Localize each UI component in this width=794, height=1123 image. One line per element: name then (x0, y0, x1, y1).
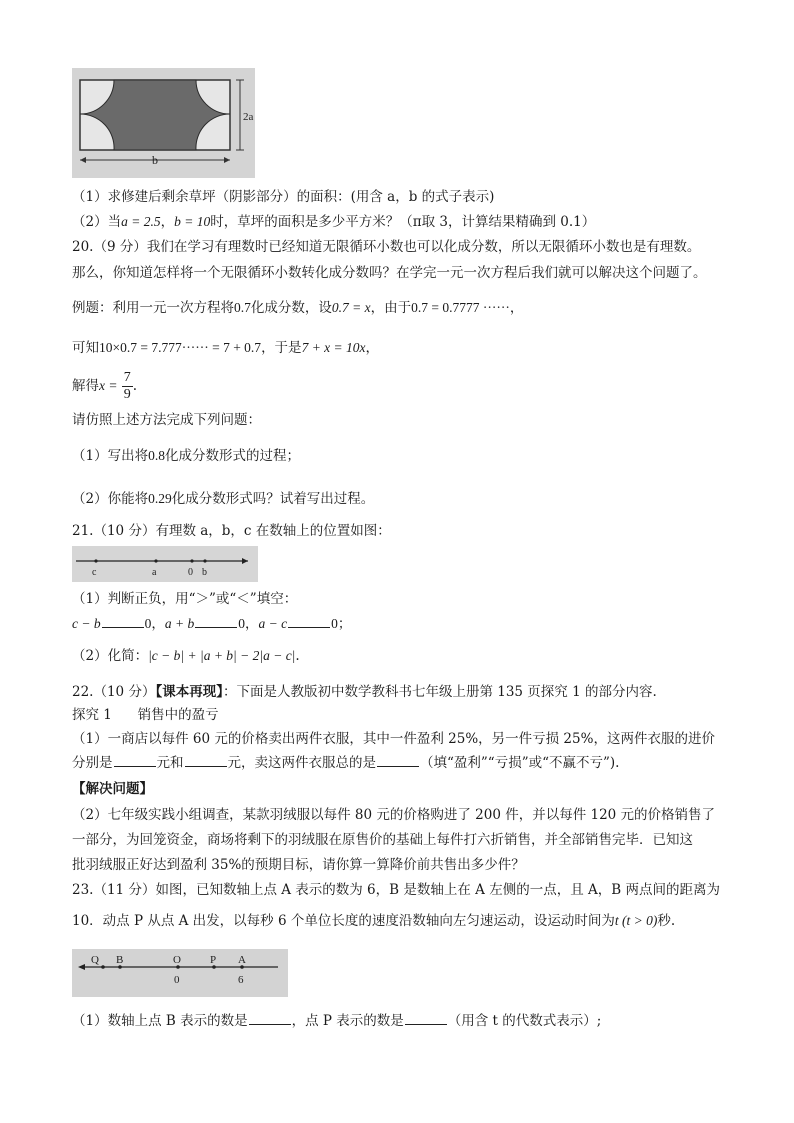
know-eq2: 7 + x = 10x (301, 340, 366, 355)
q23-sub1 (72, 1012, 601, 1030)
q22-tag: 【课本再现】 (155, 684, 223, 700)
zero-1: 0 (144, 616, 152, 631)
q22-title (72, 683, 657, 701)
expr-a-plus-b: a + b (164, 616, 195, 631)
ex-mid2: ，由于 (370, 300, 412, 316)
q23-line2 (72, 912, 675, 930)
q22-p1-d: （填“盈利”“亏损”或“不赢不亏”). (420, 755, 620, 771)
solve-x: x = (99, 378, 118, 393)
q21-title: 21.（10 分）有理数 a，b，c 在数轴上的位置如图： (72, 523, 391, 539)
q22-p1-c: 元，卖这两件衣服总的是 (227, 755, 376, 771)
know-eq: 10×0.7 = 7.777······ = 7 + 0.7 (99, 340, 262, 355)
ex-decimal: 0.7 (234, 300, 251, 315)
label-p: P (210, 954, 217, 966)
q22-explore: 探究 1 销售中的盈亏 (72, 707, 219, 723)
q19-sub2-suffix: 时，草坪的面积是多少平方米？（π取 3，计算结果精确到 0.1） (210, 214, 596, 230)
label-q: Q (91, 954, 99, 966)
label-2a: 2a (243, 111, 254, 123)
q21-sub2-end: . (295, 648, 300, 664)
sep-1: ， (151, 616, 165, 632)
q21-sub2-prefix: （2）化简： (72, 648, 149, 664)
q23-time: t (t > 0) (614, 913, 658, 928)
solve-end: . (132, 378, 138, 394)
q20-line2: 那么，你知道怎样将一个无限循环小数转化成分数吗？在学完一元一次方程后我们就可以解决这个问题了。 (72, 265, 707, 281)
know-mid: ，于是 (261, 340, 302, 356)
q22-p1-line2 (72, 754, 619, 772)
q20-sub1-suffix: 化成分数形式的过程； (164, 448, 300, 464)
q20-solve (72, 368, 137, 404)
q23-number-line (72, 949, 288, 997)
blank-result[interactable] (377, 754, 419, 767)
fraction-numerator: 7 (123, 370, 131, 385)
zero-3: 0 (331, 616, 338, 631)
axis-label-c: c (92, 567, 97, 578)
q19-sub2-prefix: （2）当 (72, 214, 122, 230)
blank-2[interactable] (195, 615, 237, 628)
sep-2: ， (244, 616, 259, 632)
ex-end: ， (509, 300, 524, 316)
q22-number: 22.（10 分） (72, 684, 156, 700)
q20-example (72, 299, 523, 317)
ex-eq1: 0.7 = x (331, 300, 371, 315)
label-b: B (116, 954, 124, 966)
fraction-denominator: 9 (123, 387, 131, 402)
know-prefix: 可知 (72, 340, 99, 356)
q22-p2-line3: 批羽绒服正好达到盈利 35%的预期目标，请你算一算降价前共售出多少件？ (72, 857, 525, 873)
axis-label-0: 0 (188, 567, 193, 578)
label-b: b (152, 153, 158, 167)
blank-3[interactable] (288, 615, 330, 628)
q22-p1-a: 分别是 (72, 755, 113, 771)
lawn-diagram (72, 68, 255, 178)
q19-sep: ， (160, 214, 175, 230)
zero-2: 0 (238, 616, 245, 631)
label-o: O (173, 954, 181, 966)
q21-sub1: （1）判断正负，用“＞”或“＜”填空： (72, 591, 298, 607)
q23-line1: 23.（11 分）如图，已知数轴上点 A 表示的数为 6，B 是数轴上在 A 左侧的一点，且 A，B 两点间的距离为 (72, 882, 720, 898)
q21-blanks (72, 615, 351, 633)
q22-title-rest: ：下面是人教版初中数学教科书七年级上册第 135 页探究 1 的部分内容. (222, 684, 657, 700)
solve-fraction (122, 370, 133, 403)
q22-p2-line1: （2）七年级实践小组调查，某款羽绒服以每件 80 元的价格购进了 200 件，并以每件 120 元的价格销售了 (72, 807, 716, 823)
solve-prefix: 解得 (72, 378, 99, 394)
q20-sub2-val: 0.29 (148, 491, 172, 506)
q23-sub1-a: （1）数轴上点 B 表示的数是 (72, 1013, 248, 1029)
q20-know (72, 339, 379, 357)
q20-instr: 请仿照上述方法完成下列问题： (72, 412, 261, 428)
ex-mid1: 化成分数，设 (250, 300, 332, 316)
q20-sub1 (72, 447, 300, 465)
q23-line2-suffix: 秒. (657, 913, 676, 929)
q19-cond-b: b = 10 (174, 214, 211, 229)
q22-solve-tag: 【解决问题】 (72, 781, 153, 797)
q23-line2-prefix: 10．动点 P 从点 A 出发，以每秒 6 个单位长度的速度沿数轴向左匀速运动，设运动时间为 (72, 913, 615, 929)
q22-p1-b: 元和 (156, 755, 184, 771)
blank-b-value[interactable] (249, 1012, 291, 1025)
q20-line1: 20.（9 分）我们在学习有理数时已经知道无限循环小数也可以化成分数，所以无限循环小数也是有理数。 (72, 239, 701, 255)
label-zero: 0 (174, 974, 180, 986)
q23-axis (72, 949, 288, 997)
label-a: A (238, 954, 246, 966)
q19-sub1: （1）求修建后剩余草坪（阴影部分）的面积：(用含 a，b 的式子表示) (72, 189, 495, 205)
axis-label-a: a (152, 567, 157, 578)
q20-sub1-val: 0.8 (148, 448, 165, 463)
lawn-figure (72, 68, 255, 178)
end-1: ； (337, 616, 352, 632)
know-end: ， (365, 340, 380, 356)
q21-number-line (72, 546, 258, 582)
q21-sub2 (72, 647, 300, 665)
expr-c-minus-b: c − b (72, 616, 101, 631)
blank-cost-2[interactable] (185, 754, 227, 767)
q22-p1-line1: （1）一商店以每件 60 元的价格卖出两件衣服，其中一件盈利 25%，另一件亏损 25%，这两件衣服的进价 (72, 731, 715, 747)
q20-sub2 (72, 490, 374, 508)
q19-sub2 (72, 213, 595, 231)
blank-p-value[interactable] (405, 1012, 447, 1025)
q22-p2-line2: 一部分，为回笼资金，商场将剩下的羽绒服在原售价的基础上每件打六折销售，并全部销售完毕．已知这 (72, 832, 693, 848)
label-six: 6 (238, 974, 244, 986)
q20-sub2-suffix: 化成分数形式吗？试着写出过程。 (171, 491, 375, 507)
q19-cond-a: a = 2.5 (121, 214, 161, 229)
q23-sub1-b: ，点 P 表示的数是 (291, 1013, 404, 1029)
ex-eq2: 0.7 = 0.7777 ······ (411, 300, 510, 315)
q21-axis (72, 546, 258, 582)
axis-label-b: b (202, 567, 207, 578)
q20-sub2-prefix: （2）你能将 (72, 491, 149, 507)
blank-cost-1[interactable] (114, 754, 156, 767)
q21-sub2-expr: |c − b| + |a + b| − 2|a − c| (148, 648, 296, 663)
ex-prefix: 例题：利用一元一次方程将 (72, 300, 234, 316)
blank-1[interactable] (102, 615, 144, 628)
q23-sub1-c: （用含 t 的代数式表示）; (447, 1013, 602, 1029)
expr-a-minus-c: a − c (258, 616, 288, 631)
q20-sub1-prefix: （1）写出将 (72, 448, 149, 464)
